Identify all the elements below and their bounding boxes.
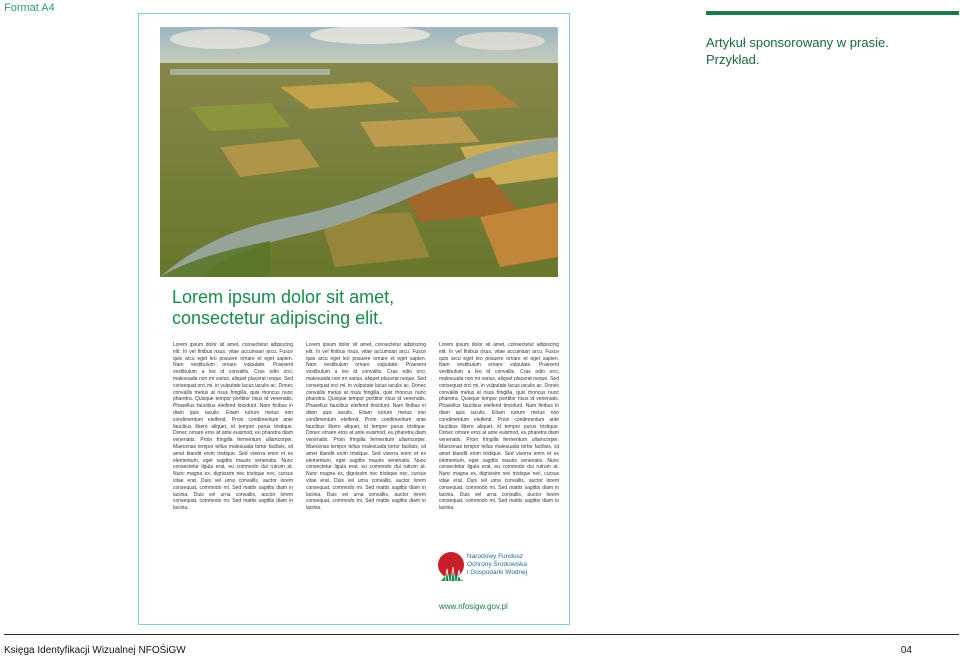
body-column-2: Lorem ipsum dolor sit amet, consectetur adipiscing elit. In vel finibus risus, vitae accumsan arcu. Fusce quis arcu eget leo posuere ornare et eget sapien. Nam vestibulum ornare vulputate. Praesent vestibulum a leo id convallis. Cras odio orci, malesuada non mi varius, aliquet placerat neque. Sed consequat orci mi, in vulputate lacus iaculis ac. Donec convallis metus at risus fringilla, quis rhoncus nunc pharetra. Quisque tempor porttitor risus id venenatis. Phasellus faucibus eleifend tincidunt. Nam finibus in diam quis iaculis. Etiam rutrum metus non condimentum eleifend. Proin condimentum ante faucibus libero aliquet, id tempor purus tristique. Donec ornare eros at ante euismod, eu pharetra diam venenatis. Proin fringilla fermentum ullamcorper. Maecenas tempor tellus malesuada tortor facilisis, sit amet blandit enim tristique. Sed viverra enim et ex elementum, eget sagittis mauris venenatis. Nunc consectetur ligula erat, eu commodo dui rutrum at. Nunc magna ex, dignissim nec tristique nec, cursus vitae erat. Duis vel urna convallis, auctor lorem consequat, commodo mi. Sed mattis sagittis diam in lacinia. Duis vel urna convallis, auctor lorem consequat, commodo mi. Sed mattis sagittis diam in lacinia. bbox=[306, 342, 426, 512]
accent-bar bbox=[706, 11, 959, 15]
logo-line-2: Ochrony Środowiska bbox=[467, 561, 527, 568]
logo-text bbox=[467, 553, 527, 577]
headline-line-1: Lorem ipsum dolor sit amet, bbox=[172, 287, 395, 307]
ad-headline bbox=[172, 287, 552, 329]
website-url[interactable]: www.nfosigw.gov.pl bbox=[439, 602, 508, 611]
footer-title: Księga Identyfikacji Wizualnej NFOŚiGW bbox=[4, 645, 186, 656]
nfosigw-logo bbox=[437, 551, 557, 587]
logo-line-1: Narodowy Fundusz bbox=[467, 553, 523, 560]
headline-line-2: consectetur adipiscing elit. bbox=[172, 308, 384, 328]
logo-line-3: i Gospodarki Wodnej bbox=[467, 569, 528, 576]
logo-emblem-icon bbox=[437, 551, 467, 585]
a4-page-mockup bbox=[138, 13, 570, 625]
body-column-3: Lorem ipsum dolor sit amet, consectetur adipiscing elit. In vel finibus risus, vitae accumsan arcu. Fusce quis arcu eget leo posuere ornare et eget sapien. Nam vestibulum ornare vulputate. Praesent vestibulum a leo id convallis. Cras odio orci, malesuada non mi varius, aliquet placerat neque. Sed consequat orci mi, in vulputate lacus iaculis ac. Donec convallis metus at risus fringilla, quis rhoncus nunc pharetra. Quisque tempor porttitor risus id venenatis. Phasellus faucibus eleifend tincidunt. Nam finibus in diam quis iaculis. Etiam rutrum metus non condimentum eleifend. Proin condimentum ante faucibus libero aliquet, id tempor purus tristique. Donec ornare eros at ante euismod, eu pharetra diam venenatis. Proin fringilla fermentum ullamcorper. Maecenas tempor tellus malesuada tortor facilisis, sit amet blandit enim tristique. Sed viverra enim et ex elementum, eget sagittis mauris venenatis. Nunc consectetur ligula erat, eu commodo dui rutrum at. Nunc magna ex, dignissim nec tristique nec, cursus vitae erat. Duis vel urna convallis, auctor lorem consequat, commodo mi. Sed mattis sagittis diam in lacinia. Duis vel urna convallis, auctor lorem consequat, commodo mi. Sed mattis sagittis diam in lacinia. bbox=[439, 342, 559, 512]
footer-divider bbox=[4, 634, 959, 635]
caption-line-2: Przykład. bbox=[706, 52, 760, 67]
format-label: Format A4 bbox=[4, 2, 55, 14]
body-column-1: Lorem ipsum dolor sit amet, consectetur adipiscing elit. In vel finibus risus, vitae accumsan arcu. Fusce quis arcu eget leo posuere ornare et eget sapien. Nam vestibulum ornare vulputate. Praesent vestibulum a leo id convallis. Cras odio orci, malesuada non mi varius, aliquet placerat neque. Sed consequat orci mi, in vulputate lacus iaculis ac. Donec convallis metus at risus fringilla, quis rhoncus nunc pharetra. Quisque tempor porttitor risus id venenatis. Phasellus faucibus eleifend tincidunt. Nam finibus in diam quis iaculis. Etiam rutrum metus non condimentum eleifend. Proin condimentum ante faucibus libero aliquet, id tempor purus tristique. Donec ornare eros at ante euismod, eu pharetra diam venenatis. Proin fringilla fermentum ullamcorper. Maecenas tempor tellus malesuada tortor facilisis, sit amet blandit enim tristique. Sed viverra enim et ex elementum, eget sagittis mauris venenatis. Nunc consectetur ligula erat, eu commodo dui rutrum at. Nunc magna ex, dignissim nec tristique nec, cursus vitae erat. Duis vel urna convallis, auctor lorem consequat, commodo mi. Sed mattis sagittis diam in lacinia. Duis vel urna convallis, auctor lorem consequat, commodo mi. Sed mattis sagittis diam in lacinia. bbox=[173, 342, 293, 512]
landscape-illustration bbox=[160, 27, 558, 277]
aerial-landscape-photo bbox=[160, 27, 558, 277]
caption-line-1: Artykuł sponsorowany w prasie. bbox=[706, 35, 889, 50]
page-number: 04 bbox=[900, 645, 912, 656]
side-caption bbox=[706, 34, 946, 68]
